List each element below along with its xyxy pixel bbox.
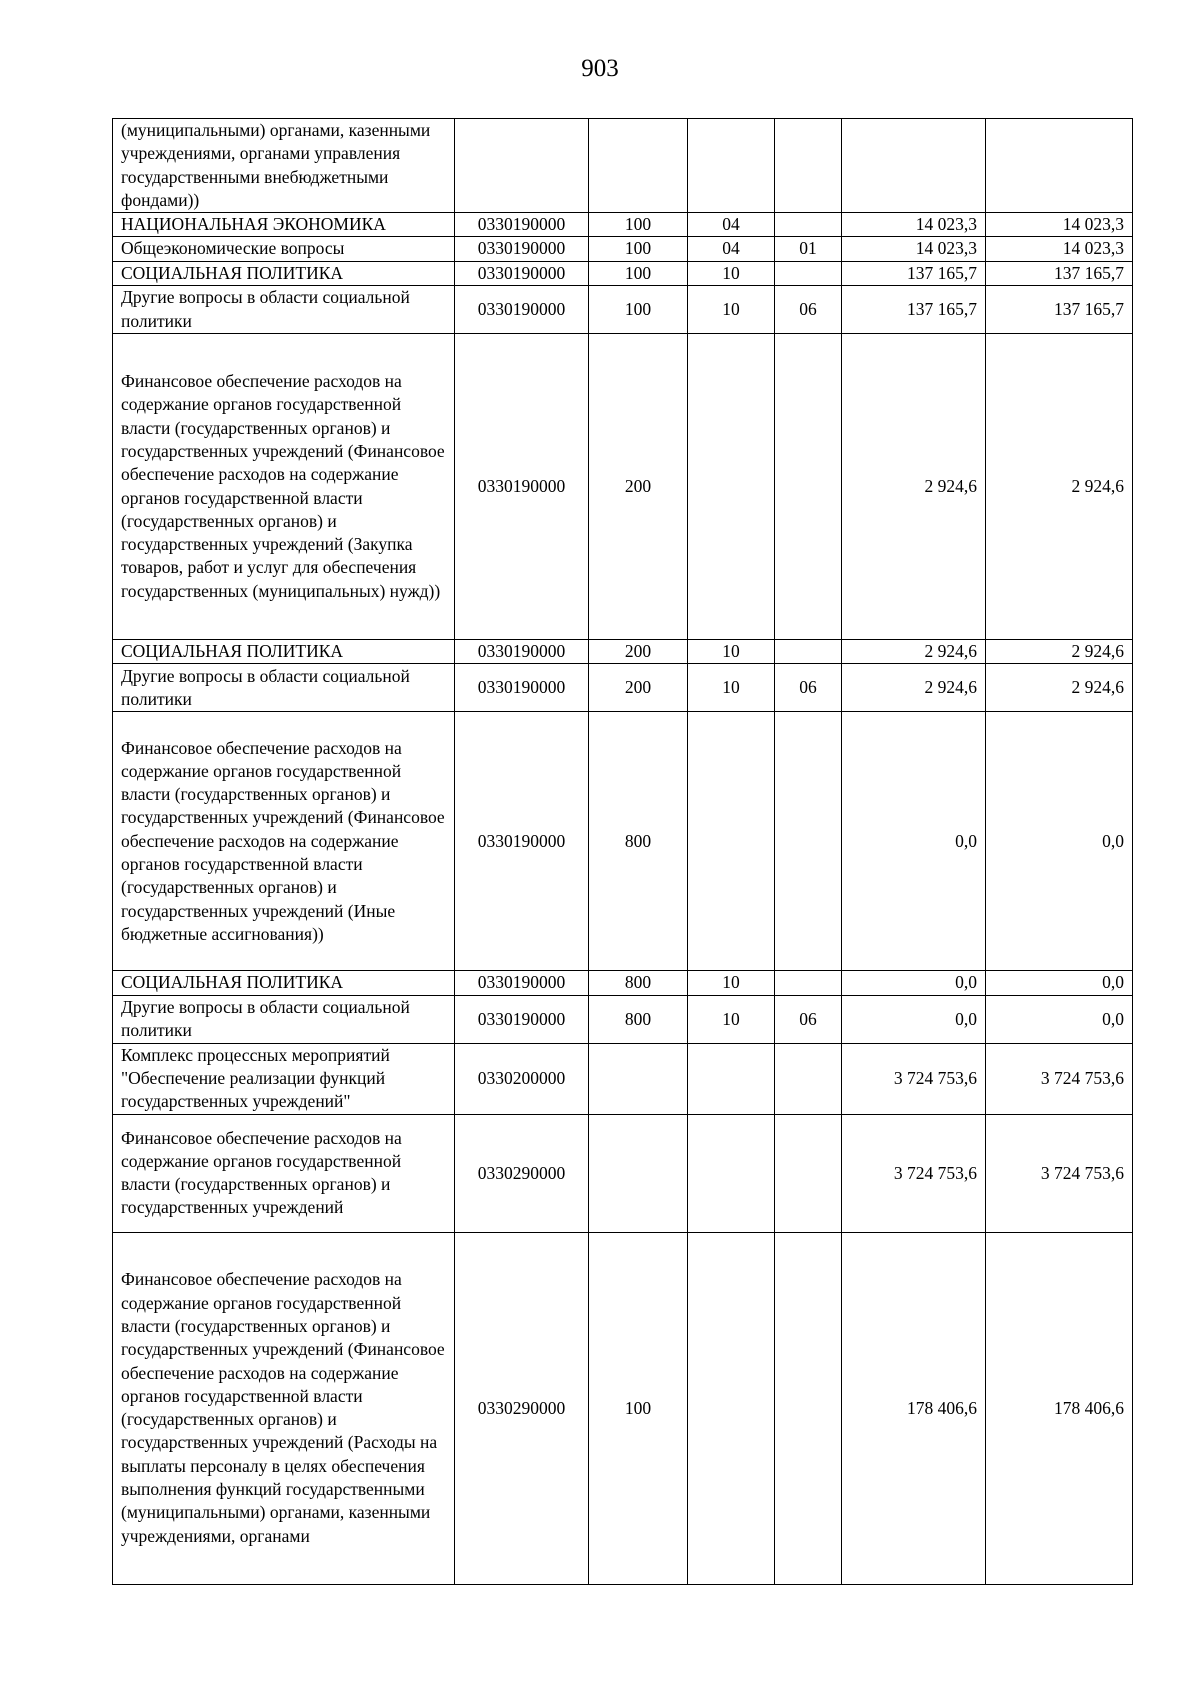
row-expense-type: 800 bbox=[589, 995, 688, 1043]
row-subsection bbox=[775, 261, 842, 285]
row-amount-2: 3 724 753,6 bbox=[986, 1043, 1133, 1114]
row-code bbox=[455, 119, 589, 213]
row-code: 0330190000 bbox=[455, 971, 589, 995]
row-code: 0330190000 bbox=[455, 286, 589, 334]
row-name: СОЦИАЛЬНАЯ ПОЛИТИКА bbox=[113, 640, 455, 664]
row-subsection bbox=[775, 119, 842, 213]
row-subsection: 06 bbox=[775, 664, 842, 712]
row-amount-1 bbox=[842, 119, 986, 213]
row-section bbox=[688, 1232, 775, 1584]
row-code: 0330190000 bbox=[455, 334, 589, 640]
table-row bbox=[113, 213, 1133, 237]
row-amount-2: 3 724 753,6 bbox=[986, 1114, 1133, 1232]
row-amount-2 bbox=[986, 119, 1133, 213]
row-subsection: 06 bbox=[775, 995, 842, 1043]
row-subsection bbox=[775, 640, 842, 664]
row-name: Другие вопросы в области социальной политики bbox=[113, 664, 455, 712]
table-row bbox=[113, 237, 1133, 261]
row-expense-type bbox=[589, 1043, 688, 1114]
row-section: 10 bbox=[688, 261, 775, 285]
table-row bbox=[113, 261, 1133, 285]
row-expense-type: 100 bbox=[589, 213, 688, 237]
page-number: 903 bbox=[581, 55, 619, 82]
row-amount-2: 137 165,7 bbox=[986, 261, 1133, 285]
table-row bbox=[113, 334, 1133, 640]
row-name: Финансовое обеспечение расходов на содержание органов государственной власти (государственных органов) и государственных учреждений (Финансовое обеспечение расходов на содержание органов государственной власти (государственных органов) и государственных учреждений (Расходы на выплаты персоналу в целях обеспечения выполнения функций государственными (муниципальными) органами, казенными учреждениями, органами bbox=[113, 1232, 455, 1584]
row-code: 0330190000 bbox=[455, 664, 589, 712]
row-amount-1: 0,0 bbox=[842, 971, 986, 995]
row-name: Финансовое обеспечение расходов на содержание органов государственной власти (государственных органов) и государственных учреждений (Финансовое обеспечение расходов на содержание органов государственной власти (государственных органов) и государственных учреждений (Закупка товаров, работ и услуг для обеспечения государственных (муниципальных) нужд)) bbox=[113, 334, 455, 640]
row-subsection bbox=[775, 213, 842, 237]
row-code: 0330190000 bbox=[455, 640, 589, 664]
row-section: 10 bbox=[688, 286, 775, 334]
row-amount-2: 178 406,6 bbox=[986, 1232, 1133, 1584]
table-row bbox=[113, 640, 1133, 664]
row-code: 0330190000 bbox=[455, 237, 589, 261]
row-expense-type: 800 bbox=[589, 971, 688, 995]
row-subsection bbox=[775, 1114, 842, 1232]
row-name: Финансовое обеспечение расходов на содержание органов государственной власти (государственных органов) и государственных учреждений (Финансовое обеспечение расходов на содержание органов государственной власти (государственных органов) и государственных учреждений (Иные бюджетные ассигнования)) bbox=[113, 712, 455, 971]
row-subsection: 06 bbox=[775, 286, 842, 334]
table-row bbox=[113, 1043, 1133, 1114]
row-amount-2: 137 165,7 bbox=[986, 286, 1133, 334]
row-expense-type: 200 bbox=[589, 664, 688, 712]
row-code: 0330190000 bbox=[455, 261, 589, 285]
row-expense-type bbox=[589, 1114, 688, 1232]
row-section: 04 bbox=[688, 237, 775, 261]
row-amount-1: 2 924,6 bbox=[842, 640, 986, 664]
row-section: 10 bbox=[688, 640, 775, 664]
row-amount-2: 14 023,3 bbox=[986, 213, 1133, 237]
row-subsection bbox=[775, 334, 842, 640]
table-row bbox=[113, 971, 1133, 995]
row-name: Общеэкономические вопросы bbox=[113, 237, 455, 261]
row-name: Комплекс процессных мероприятий "Обеспечение реализации функций государственных учреждений" bbox=[113, 1043, 455, 1114]
row-amount-1: 14 023,3 bbox=[842, 213, 986, 237]
row-amount-1: 178 406,6 bbox=[842, 1232, 986, 1584]
row-name: СОЦИАЛЬНАЯ ПОЛИТИКА bbox=[113, 261, 455, 285]
row-code: 0330290000 bbox=[455, 1114, 589, 1232]
row-code: 0330290000 bbox=[455, 1232, 589, 1584]
row-expense-type: 800 bbox=[589, 712, 688, 971]
row-amount-1: 2 924,6 bbox=[842, 334, 986, 640]
row-amount-2: 2 924,6 bbox=[986, 664, 1133, 712]
row-amount-2: 2 924,6 bbox=[986, 640, 1133, 664]
row-amount-1: 137 165,7 bbox=[842, 261, 986, 285]
row-expense-type bbox=[589, 119, 688, 213]
row-name: НАЦИОНАЛЬНАЯ ЭКОНОМИКА bbox=[113, 213, 455, 237]
row-expense-type: 200 bbox=[589, 334, 688, 640]
row-amount-1: 2 924,6 bbox=[842, 664, 986, 712]
row-amount-1: 0,0 bbox=[842, 995, 986, 1043]
row-section: 10 bbox=[688, 971, 775, 995]
row-name: Финансовое обеспечение расходов на содержание органов государственной власти (государственных органов) и государственных учреждений bbox=[113, 1114, 455, 1232]
row-code: 0330190000 bbox=[455, 995, 589, 1043]
row-section bbox=[688, 334, 775, 640]
row-subsection bbox=[775, 712, 842, 971]
table-row bbox=[113, 119, 1133, 213]
budget-table bbox=[112, 118, 1133, 1585]
row-amount-2: 0,0 bbox=[986, 971, 1133, 995]
row-section bbox=[688, 712, 775, 971]
row-section bbox=[688, 119, 775, 213]
row-section: 10 bbox=[688, 995, 775, 1043]
row-section bbox=[688, 1114, 775, 1232]
row-expense-type: 100 bbox=[589, 1232, 688, 1584]
row-amount-1: 137 165,7 bbox=[842, 286, 986, 334]
row-code: 0330200000 bbox=[455, 1043, 589, 1114]
row-expense-type: 100 bbox=[589, 261, 688, 285]
row-amount-2: 2 924,6 bbox=[986, 334, 1133, 640]
table-row bbox=[113, 712, 1133, 971]
row-amount-1: 3 724 753,6 bbox=[842, 1114, 986, 1232]
row-code: 0330190000 bbox=[455, 213, 589, 237]
row-amount-2: 0,0 bbox=[986, 995, 1133, 1043]
row-section bbox=[688, 1043, 775, 1114]
row-amount-1: 0,0 bbox=[842, 712, 986, 971]
row-expense-type: 100 bbox=[589, 286, 688, 334]
row-expense-type: 100 bbox=[589, 237, 688, 261]
row-code: 0330190000 bbox=[455, 712, 589, 971]
table-row bbox=[113, 286, 1133, 334]
row-amount-2: 14 023,3 bbox=[986, 237, 1133, 261]
row-subsection bbox=[775, 1232, 842, 1584]
row-name: (муниципальными) органами, казенными учреждениями, органами управления государственными внебюджетными фондами)) bbox=[113, 119, 455, 213]
table-row bbox=[113, 1114, 1133, 1232]
row-subsection bbox=[775, 971, 842, 995]
table-row bbox=[113, 995, 1133, 1043]
row-subsection bbox=[775, 1043, 842, 1114]
row-name: Другие вопросы в области социальной политики bbox=[113, 286, 455, 334]
row-subsection: 01 bbox=[775, 237, 842, 261]
table-row bbox=[113, 664, 1133, 712]
row-amount-1: 3 724 753,6 bbox=[842, 1043, 986, 1114]
row-name: СОЦИАЛЬНАЯ ПОЛИТИКА bbox=[113, 971, 455, 995]
row-amount-2: 0,0 bbox=[986, 712, 1133, 971]
table-row bbox=[113, 1232, 1133, 1584]
row-name: Другие вопросы в области социальной политики bbox=[113, 995, 455, 1043]
row-section: 10 bbox=[688, 664, 775, 712]
row-expense-type: 200 bbox=[589, 640, 688, 664]
row-amount-1: 14 023,3 bbox=[842, 237, 986, 261]
row-section: 04 bbox=[688, 213, 775, 237]
